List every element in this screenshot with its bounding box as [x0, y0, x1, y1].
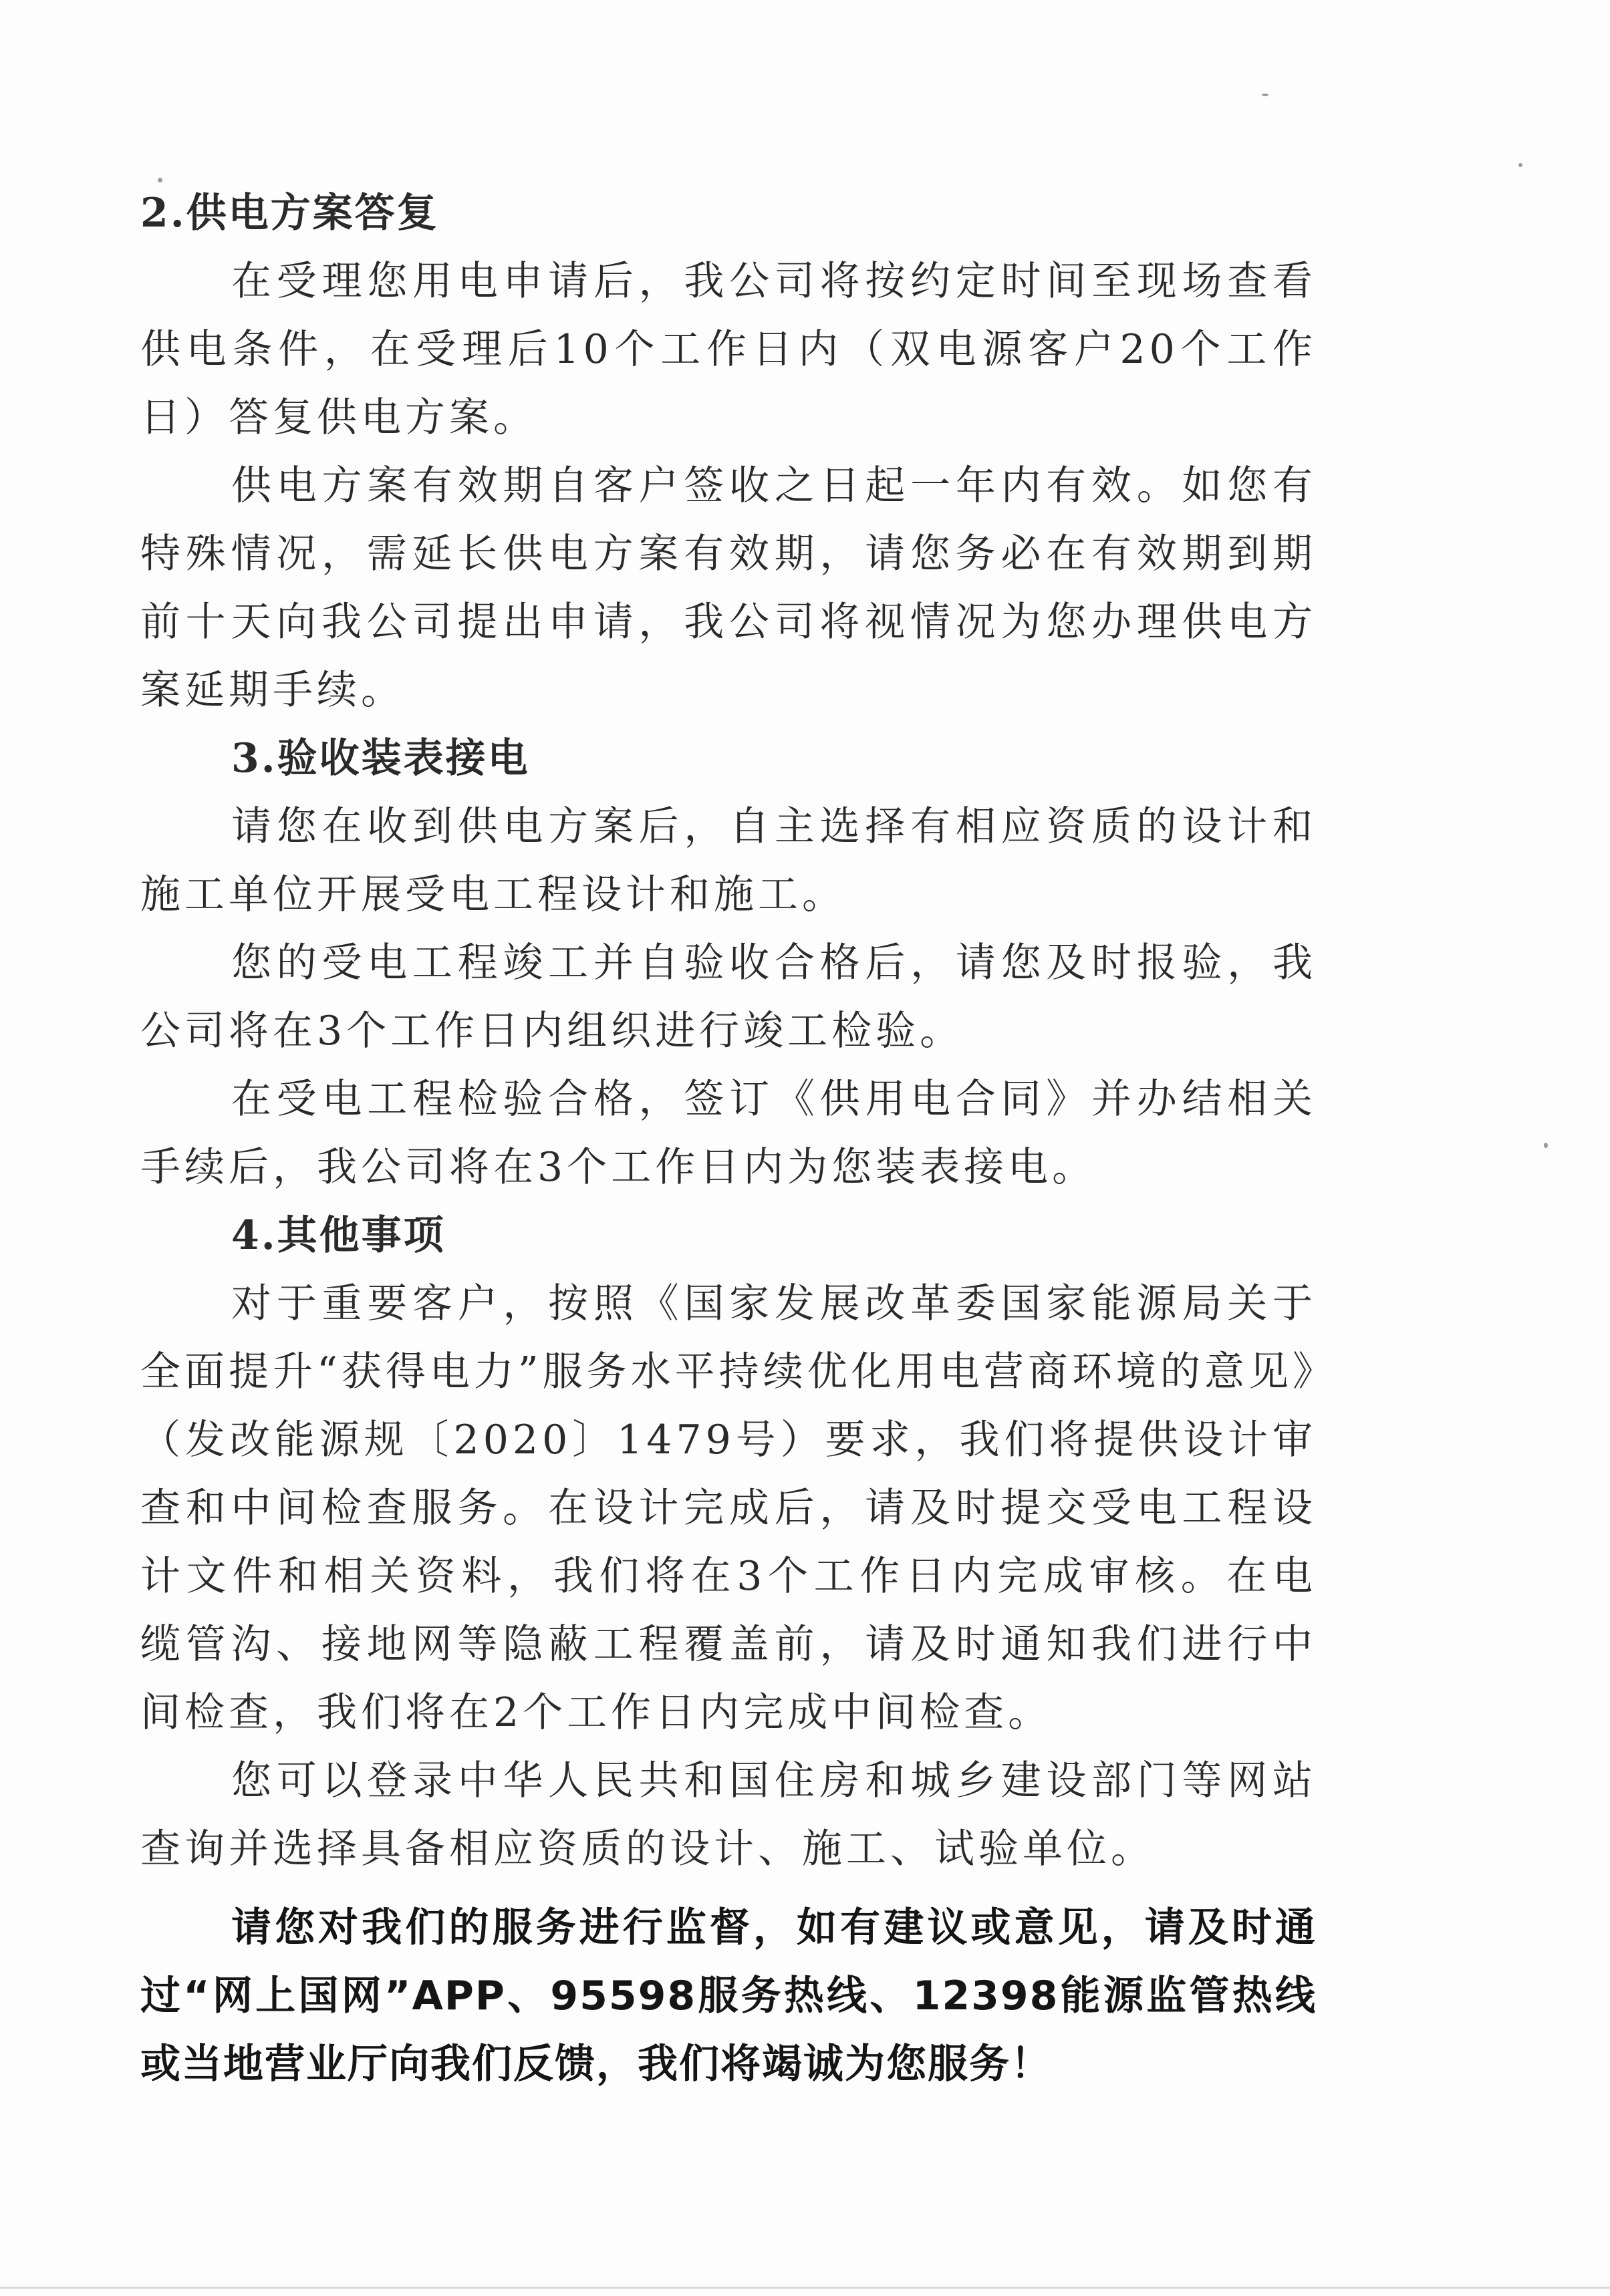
- paragraph-important-customers: 对于重要客户，按照《国家发展改革委国家能源局关于全面提升“获得电力”服务水平持续优化用电营商环境的意见》（发改能源规〔2020〕1479号）要求，我们将提供设计审查和中间检查服务。在设计完成后，请及时提交受电工程设计文件和相关资料，我们将在3个工作日内完成审核。在电缆管沟、接地网等隐蔽工程覆盖前，请及时通知我们进行中间检查，我们将在2个工作日内完成中间检查。: [140, 1280, 1317, 1736]
- scan-bottom-edge: [0, 2287, 1610, 2289]
- section-heading-acceptance: 3.验收装表接电: [231, 735, 530, 782]
- section-heading-other-matters: 4.其他事项: [231, 1212, 446, 1259]
- scan-speck: [1518, 163, 1522, 167]
- paragraph-supply-plan-reply: 在受理您用电申请后，我公司将按约定时间至现场查看供电条件，在受理后10个工作日内（双电源客户20个工作日）答复供电方案。: [140, 258, 1317, 441]
- service-feedback-notice: 请您对我们的服务进行监督，如有建议或意见，请及时通过“网上国网”APP、95598服务热线、12398能源监管热线或当地营业厅向我们反馈，我们将竭诚为您服务！: [140, 1904, 1317, 2088]
- paragraph-design-construction: 请您在收到供电方案后，自主选择有相应资质的设计和施工单位开展受电工程设计和施工。: [140, 803, 1317, 918]
- paragraph-qualified-units: 您可以登录中华人民共和国住房和城乡建设部门等网站查询并选择具备相应资质的设计、施工、试验单位。: [140, 1757, 1317, 1872]
- paragraph-completion-inspection: 您的受电工程竣工并自验收合格后，请您及时报验，我公司将在3个工作日内组织进行竣工检验。: [140, 940, 1317, 1054]
- section-heading-supply-plan: 2.供电方案答复: [140, 190, 439, 237]
- paragraph-meter-installation: 在受电工程检验合格，签订《供用电合同》并办结相关手续后，我公司将在3个工作日内为您装表接电。: [140, 1076, 1317, 1191]
- document-body: [140, 179, 1317, 2098]
- paragraph-supply-plan-validity: 供电方案有效期自客户签收之日起一年内有效。如您有特殊情况，需延长供电方案有效期，请您务必在有效期到期前十天向我公司提出申请，我公司将视情况为您办理供电方案延期手续。: [140, 462, 1317, 714]
- scan-speck: [1544, 1143, 1548, 1148]
- scan-speck: [1262, 94, 1268, 96]
